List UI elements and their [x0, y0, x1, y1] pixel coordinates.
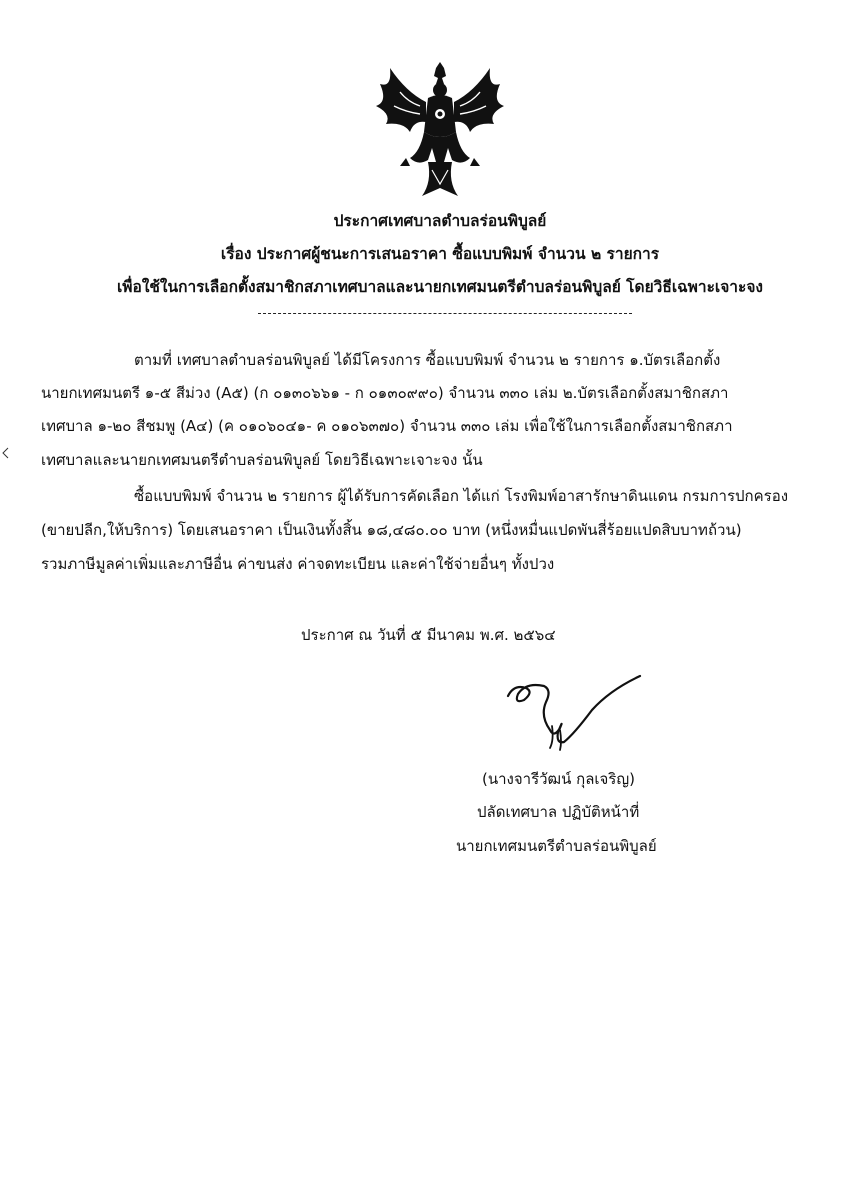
margin-mark: [0, 445, 10, 459]
paragraph-1-line-4: เทศบาลและนายกเทศมนตรีตำบลร่อนพิบูลย์ โดยวิธีเฉพาะเจาะจง นั้น: [41, 451, 483, 469]
announcement-subject: เรื่อง ประกาศผู้ชนะการเสนอราคา ซื้อแบบพิมพ์ จำนวน ๒ รายการ: [220, 245, 660, 263]
announcement-title: ประกาศเทศบาลตำบลร่อนพิบูลย์: [333, 212, 547, 230]
handwritten-signature: [500, 672, 650, 752]
paragraph-1-line-1: ตามที่ เทศบาลตำบลร่อนพิบูลย์ ได้มีโครงการ ซื้อแบบพิมพ์ จำนวน ๒ รายการ ๑.บัตรเลือกตั้ง: [134, 351, 721, 369]
signatory-name: (นางจารีวัฒน์ กุลเจริญ): [482, 770, 635, 788]
garuda-emblem-icon: [370, 62, 510, 202]
announcement-date: ประกาศ ณ วันที่ ๕ มีนาคม พ.ศ. ๒๕๖๔: [301, 626, 556, 644]
dashed-divider: [258, 313, 632, 314]
signatory-title-1: ปลัดเทศบาล ปฏิบัติหน้าที่: [477, 803, 640, 821]
announcement-purpose: เพื่อใช้ในการเลือกตั้งสมาชิกสภาเทศบาลและนายกเทศมนตรีตำบลร่อนพิบูลย์ โดยวิธีเฉพาะเจาะจง: [117, 278, 763, 296]
paragraph-2-line-2: (ขายปลีก,ให้บริการ) โดยเสนอราคา เป็นเงินทั้งสิ้น ๑๘,๔๘๐.๐๐ บาท (หนึ่งหมื่นแปดพันสี่ร้อยแปดสิบบาทถ้วน): [41, 521, 742, 539]
paragraph-1-line-2: นายกเทศมนตรี ๑-๕ สีม่วง (A๕) (ก ๐๑๓๐๖๖๑ - ก ๐๑๓๐๙๙๐) จำนวน ๓๓๐ เล่ม ๒.บัตรเลือกตั้งสมาชิกสภา: [41, 384, 729, 402]
paragraph-2-line-1: ซื้อแบบพิมพ์ จำนวน ๒ รายการ ผู้ได้รับการคัดเลือก ได้แก่ โรงพิมพ์อาสารักษาดินแดน กรมการปกครอง: [134, 487, 789, 505]
paragraph-2-line-3: รวมภาษีมูลค่าเพิ่มและภาษีอื่น ค่าขนส่ง ค่าจดทะเบียน และค่าใช้จ่ายอื่นๆ ทั้งปวง: [41, 555, 555, 573]
signatory-title-2: นายกเทศมนตรีตำบลร่อนพิบูลย์: [456, 837, 657, 855]
paragraph-1-line-3: เทศบาล ๑-๒๐ สีชมพู (A๔) (ค ๐๑๐๖๐๔๑- ค ๐๑๐๖๓๗๐) จำนวน ๓๓๐ เล่ม เพื่อใช้ในการเลือกตั้งสมาชิกสภา: [41, 417, 733, 435]
